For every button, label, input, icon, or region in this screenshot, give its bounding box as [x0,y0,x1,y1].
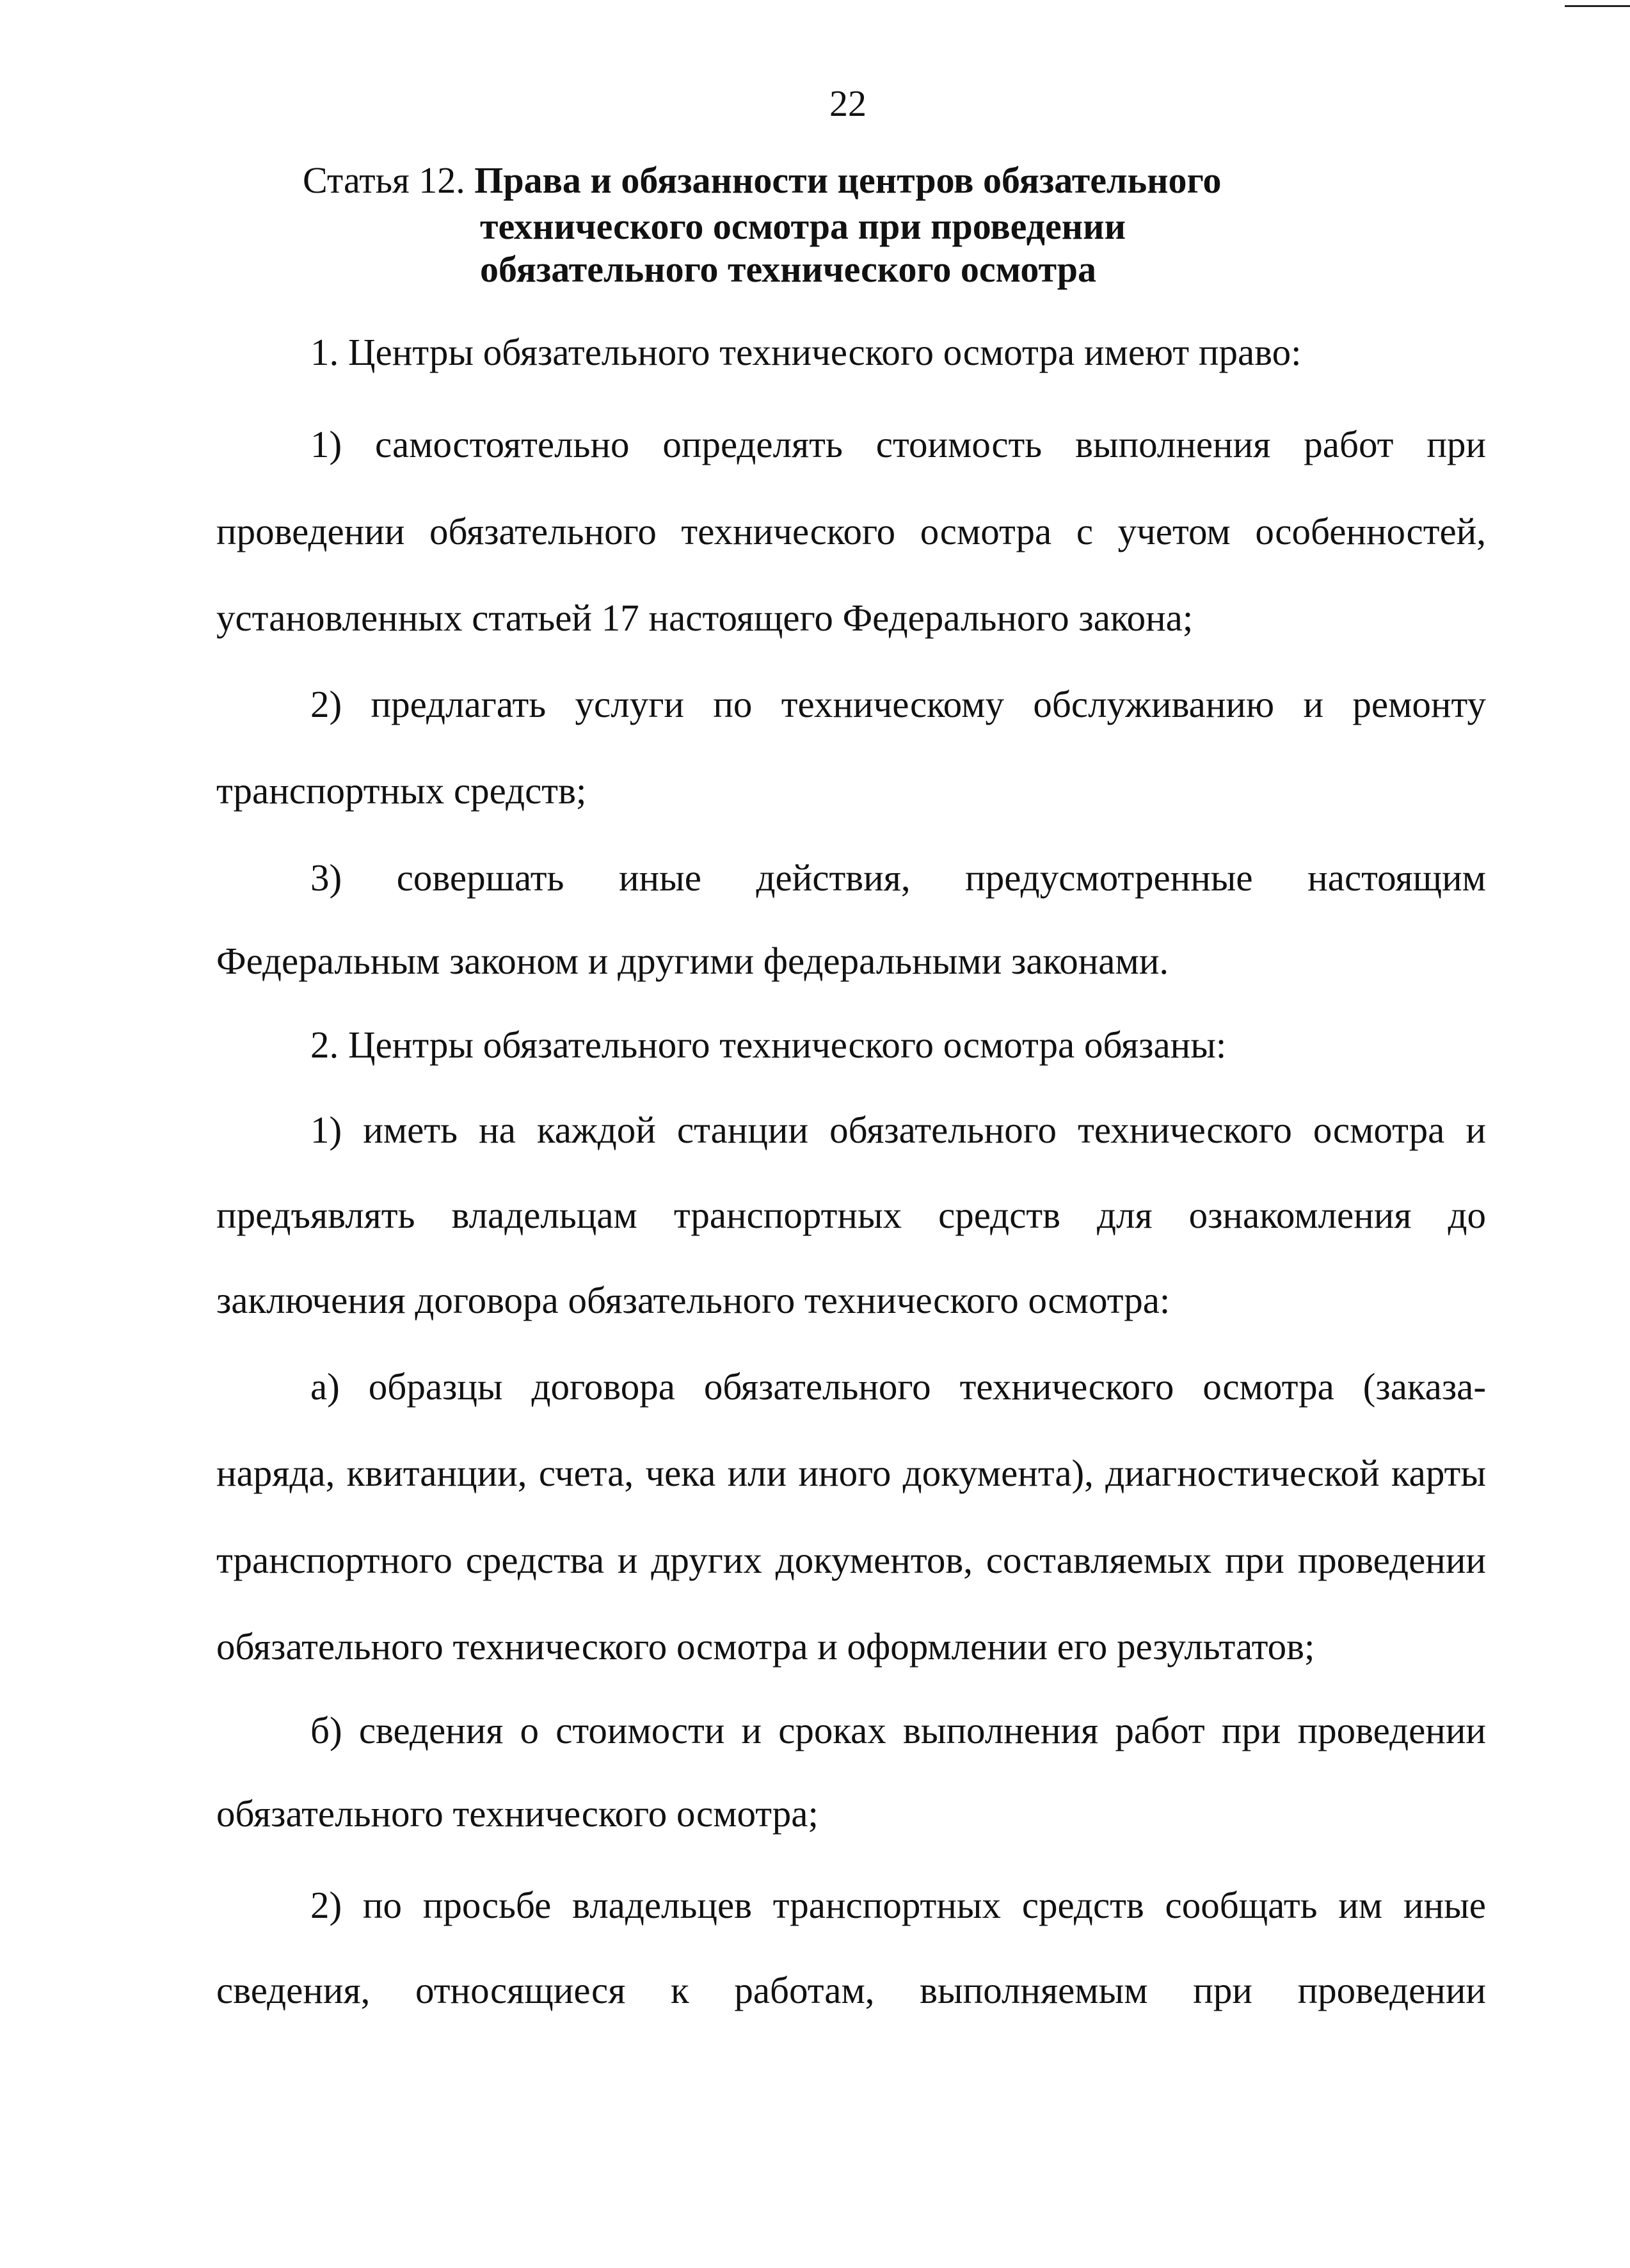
body-text-line: установленных статьей 17 настоящего Федерального закона; [216,597,1194,639]
page-number: 22 [829,83,867,124]
body-text-line: Федеральным законом и другими федеральными законами. [216,940,1169,982]
body-text-line: транспортного средства и других документов, составляемых при проведении [216,1539,1486,1581]
body-text-line: 2) предлагать услуги по техническому обслуживанию и ремонту [310,683,1486,725]
article-heading-line-3 [480,244,1096,295]
body-text-line: наряда, квитанции, счета, чека или иного документа), диагностической карты [216,1452,1486,1494]
body-text-line: транспортных средств; [216,769,587,812]
body-text-line: обязательного технического осмотра; [216,1792,819,1835]
body-text-line: заключения договора обязательного технического осмотра: [216,1279,1171,1321]
article-title-line: обязательного технического осмотра [480,248,1097,290]
body-text-line: 1) иметь на каждой станции обязательного технического осмотра и [310,1109,1486,1151]
body-text-line: предъявлять владельцам транспортных средств для ознакомления до [216,1194,1486,1236]
article-heading-line-1 [303,155,1221,206]
body-text-line: проведении обязательного технического осмотра с учетом особенностей, [216,510,1486,552]
body-text-line: 1. Центры обязательного технического осмотра имеют право: [310,331,1302,373]
article-title-line: Права и обязанности центров обязательного [474,159,1222,201]
article-title-line: технического осмотра при проведении [480,205,1126,247]
body-text-line: б) сведения о стоимости и сроках выполнения работ при проведении [310,1709,1486,1751]
body-text-line: 2. Центры обязательного технического осмотра обязаны: [310,1024,1227,1066]
body-text-line: а) образцы договора обязательного технического осмотра (заказа- [310,1365,1486,1408]
body-text-line: 2) по просьбе владельцев транспортных средств сообщать им иные [310,1884,1486,1926]
body-text-line: сведения, относящиеся к работам, выполняемым при проведении [216,1969,1486,2011]
body-text-line: 3) совершать иные действия, предусмотренные настоящим [310,857,1486,899]
body-text-line: обязательного технического осмотра и оформлении его результатов; [216,1625,1315,1668]
article-prefix: Статья 12. [303,159,465,201]
top-rule-divider [1565,5,1630,7]
body-text-line: 1) самостоятельно определять стоимость выполнения работ при [310,423,1486,465]
